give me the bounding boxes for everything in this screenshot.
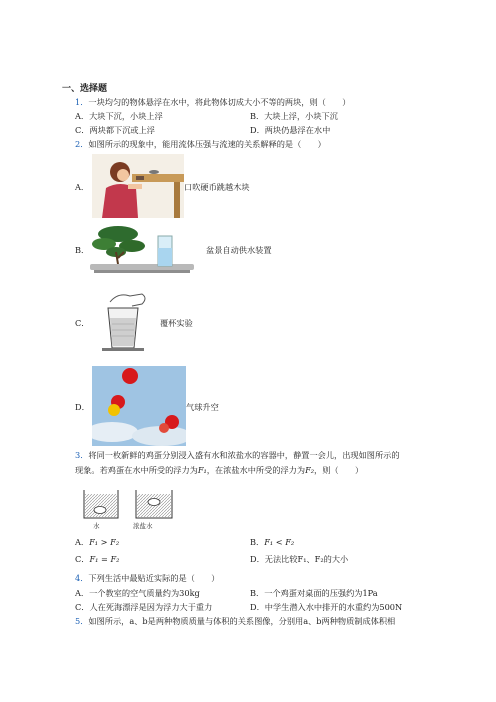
- question-2: [75, 139, 326, 150]
- q3-option-c: C．F₁ = F₂: [75, 554, 120, 564]
- question-3: [75, 450, 400, 461]
- question-number: 5．: [75, 616, 89, 626]
- question-number: 2．: [75, 139, 89, 149]
- q1-option-a: A．大块下沉，小块上浮: [75, 111, 163, 121]
- q4-option-b: B．一个鸡蛋对桌面的压强约为1Pa: [250, 588, 378, 598]
- question-number: 1．: [75, 97, 89, 107]
- question-number: 4．: [75, 573, 89, 583]
- q2-option-b-caption: 盆景自动供水装置: [206, 245, 272, 255]
- question-stem: 一块均匀的物体悬浮在水中，将此物体切成大小不等的两块，则（ ）: [88, 97, 351, 107]
- question-5: [75, 616, 395, 627]
- beaker-label-brine: 浓盐水: [133, 522, 153, 530]
- f2-symbol: F₂: [305, 465, 315, 475]
- q3-option-b: B．F₁ < F₂: [250, 537, 295, 547]
- q4-option-a: A．一个教室的空气质量约为30kg: [75, 588, 200, 598]
- q2-option-d-label: D．: [75, 402, 90, 412]
- q1-option-c: C．两块都下沉或上浮: [75, 125, 155, 135]
- question-3-line-2: 现象。若鸡蛋在水中所受的浮力为F₁，在浓盐水中所受的浮力为F₂，则（ ）: [75, 465, 364, 475]
- f1-symbol: F₁: [197, 465, 207, 475]
- question-4: [75, 573, 219, 584]
- question-stem: 下列生活中最贴近实际的是（ ）: [88, 573, 220, 583]
- q2-option-d-caption: 气球升空: [186, 402, 219, 412]
- q2-option-c-caption: 覆杯实验: [160, 318, 193, 328]
- q2-option-a-label: A．: [75, 182, 90, 192]
- girl-blowing-coin-image: [92, 154, 184, 218]
- bonsai-water-supply-image: [88, 222, 196, 274]
- balloons-rising-image: [92, 366, 186, 446]
- q4-option-d: D．中学生潜入水中排开的水重约为500N: [250, 602, 403, 612]
- q4-option-c: C．人在死海漂浮是因为浮力大于重力: [75, 602, 213, 612]
- q2-option-a-caption: 口吹硬币跳越木块: [184, 182, 250, 192]
- q3-option-a: A．F₁ > F₂: [75, 537, 120, 547]
- question-number: 3．: [75, 450, 89, 460]
- question-stem: 如图所示，a、b是两种物质质量与体积的关系图像，分别用a、b两种物质制成体积相: [88, 616, 396, 626]
- q2-option-b-label: B．: [75, 245, 90, 255]
- q2-option-c-label: C．: [75, 318, 90, 328]
- question-1: [75, 97, 350, 108]
- beaker-label-water: 水: [93, 522, 100, 530]
- question-stem-line-1: 将同一枚新鲜的鸡蛋分别浸入盛有水和浓盐水的容器中，静置一会儿，出现如图所示的: [88, 450, 400, 460]
- section-title: 一、选择题: [62, 84, 108, 94]
- question-stem: 如图所示的现象中，能用流体压强与流速的关系解释的是（ ）: [88, 139, 326, 149]
- q1-option-b: B．大块上浮，小块下沉: [250, 111, 338, 121]
- q3-option-d: D．无法比较F₁、F₂的大小: [250, 554, 349, 564]
- q1-option-d: D．两块仍悬浮在水中: [250, 125, 331, 135]
- inverted-cup-image: [98, 290, 154, 358]
